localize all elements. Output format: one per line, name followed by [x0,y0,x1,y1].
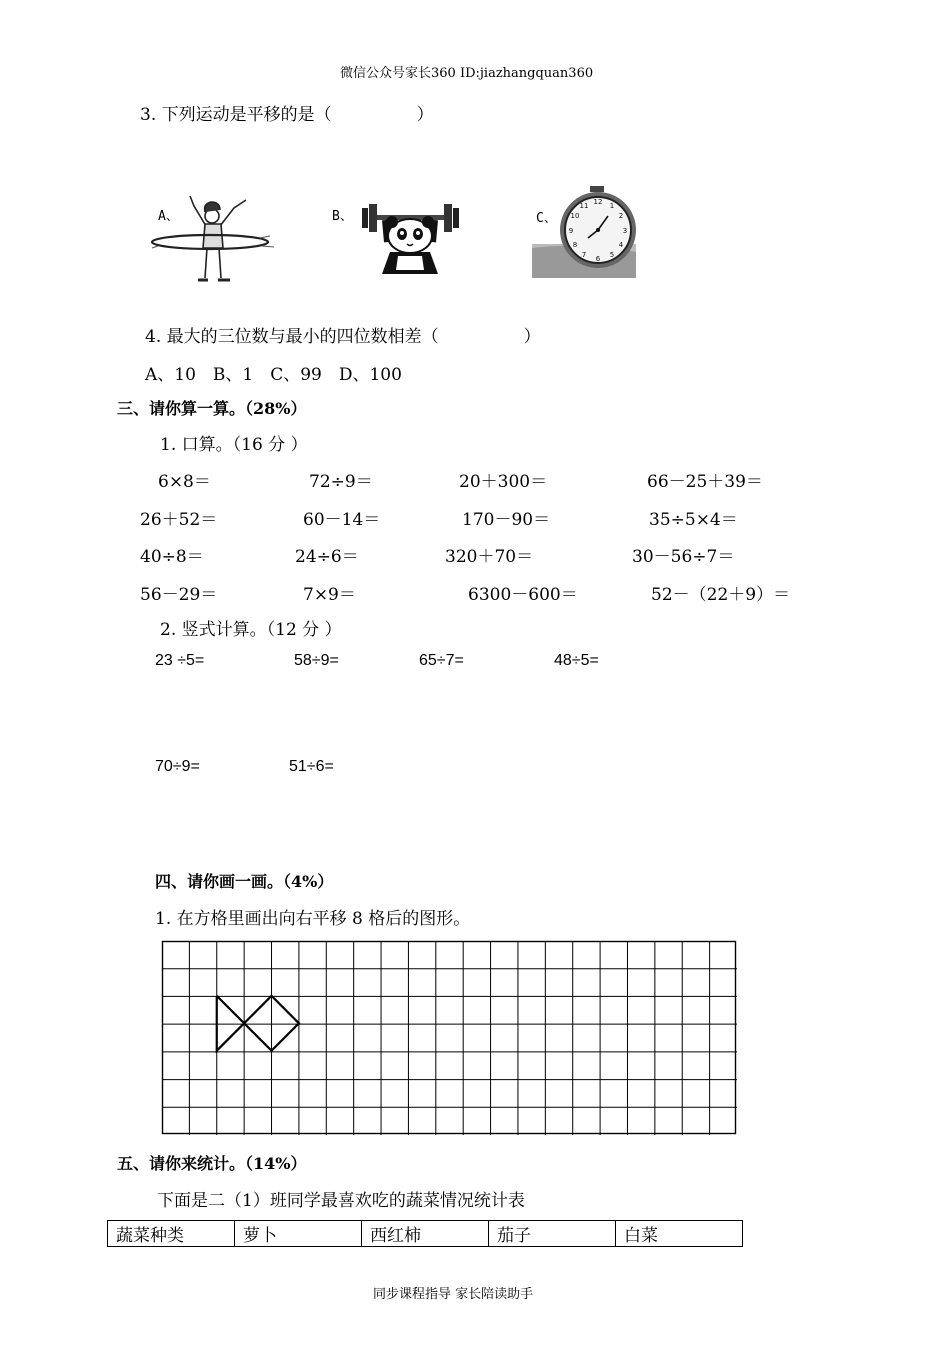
svg-text:12: 12 [593,198,603,206]
table-cell[interactable]: 西红柿 [362,1221,489,1247]
drawing-instruction: 1. 在方格里画出向右平移 8 格后的图形。 [155,909,471,929]
hula-hoop-girl-icon [150,190,282,286]
oral-item: 320＋70＝ [445,547,534,567]
option-c-label: C、 [536,211,557,226]
svg-text:4: 4 [618,241,624,249]
oral-item: 35÷5×4＝ [649,510,738,530]
drawing-grid[interactable] [162,941,737,1135]
oral-item: 6300－600＝ [468,585,578,605]
table-row [108,1221,743,1247]
oral-item: 6×8＝ [158,472,211,492]
oral-item: 52－（22＋9）＝ [651,585,791,605]
oral-item: 72÷9＝ [309,472,373,492]
question-3: 3. 下列运动是平移的是（ ） [140,105,434,125]
section-5-title: 五、请你来统计。（14%） [117,1154,307,1173]
oral-item: 170－90＝ [462,510,551,530]
vertical-item: 51÷6= [289,758,334,775]
table-cell[interactable]: 萝卜 [235,1221,362,1247]
alarm-clock-icon [532,186,636,278]
header-watermark: 微信公众号家长360 ID:jiazhangquan360 [340,66,594,81]
svg-text:8: 8 [572,241,578,249]
table-cell[interactable]: 茄子 [489,1221,616,1247]
vertical-item: 70÷9= [155,758,200,775]
question-4-choices: A、10 B、1 C、99 D、100 [145,365,402,385]
section-3-title: 三、请你算一算。（28%） [117,399,307,418]
svg-text:5: 5 [609,251,615,259]
oral-item: 40÷8＝ [140,547,204,567]
svg-text:1: 1 [609,202,615,210]
svg-text:11: 11 [579,202,589,210]
table-cell[interactable]: 白菜 [616,1221,743,1247]
oral-item: 60－14＝ [303,510,381,530]
oral-item: 56－29＝ [140,585,218,605]
vertical-item: 23 ÷5= [155,652,205,669]
question-4: 4. 最大的三位数与最小的四位数相差（ ） [145,327,541,347]
oral-item: 66－25＋39＝ [647,472,763,492]
oral-item: 24÷6＝ [295,547,359,567]
table-caption: 下面是二（1）班同学最喜欢吃的蔬菜情况统计表 [157,1191,525,1211]
option-b-label: B、 [332,209,353,224]
svg-text:7: 7 [581,251,587,259]
svg-text:3: 3 [622,227,628,235]
bowtie-figure [217,996,299,1051]
svg-text:6: 6 [595,255,601,263]
svg-text:9: 9 [568,227,574,235]
oral-item: 20＋300＝ [459,472,548,492]
option-a-label: A、 [158,209,179,224]
vegetable-table [107,1220,743,1247]
footer-text: 同步课程指导 家长陪读助手 [373,1287,534,1302]
oral-calc-title: 1. 口算。（16 分 ） [160,435,308,455]
vertical-item: 65÷7= [419,652,464,669]
weightlifting-panda-icon [358,202,463,280]
vertical-item: 48÷5= [554,652,599,669]
oral-item: 7×9＝ [303,585,356,605]
svg-text:2: 2 [618,212,624,220]
oral-item: 26＋52＝ [140,510,218,530]
table-cell: 蔬菜种类 [108,1221,235,1247]
svg-text:10: 10 [570,212,580,220]
section-4-title: 四、请你画一画。（4%） [155,872,334,891]
vertical-item: 58÷9= [294,652,339,669]
oral-item: 30－56÷7＝ [632,547,735,567]
vertical-calc-title: 2. 竖式计算。（12 分 ） [160,620,342,640]
